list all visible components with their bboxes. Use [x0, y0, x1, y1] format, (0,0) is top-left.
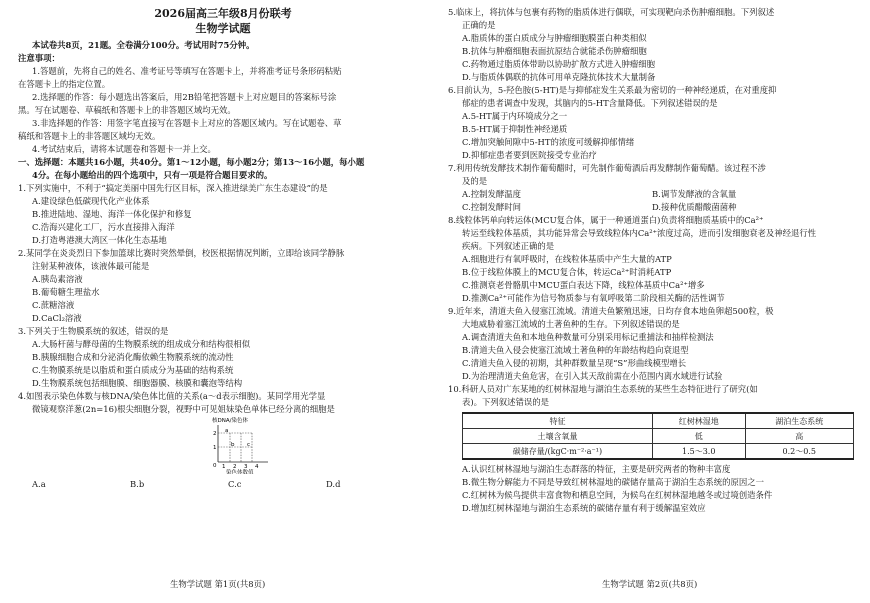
option-c: C.控制发酵时间: [462, 202, 522, 212]
diagram-point-label: a: [225, 428, 229, 434]
option-a: A.胰岛素溶液: [32, 274, 83, 284]
option-c: C.蔗糖溶液: [32, 300, 75, 310]
question-6: [448, 84, 858, 162]
page-1-column: [18, 6, 428, 491]
page-2-column: [448, 6, 858, 515]
question-stem: 正确的是: [462, 20, 496, 30]
option-a: A.调查清道夫鱼和本地鱼种数量可分别采用标记重捕法和抽样检测法: [462, 332, 714, 342]
diagram-x-label: 染色体数值: [226, 470, 254, 474]
diagram-x-tick: 1: [222, 464, 226, 470]
ecosystem-table: [462, 412, 854, 460]
option-b: B.胰腺细胞合成和分泌消化酶依赖生物膜系统的流动性: [32, 352, 234, 362]
question-stem: 6.目前认为，5-羟色胺(5-HT)是与抑郁症发生关系最为密切的一种神经递质，在对重度抑: [448, 85, 777, 95]
question-stem: 疾病。下列叙述正确的是: [462, 241, 555, 251]
question-5: [448, 6, 858, 84]
exam-intro: 本试卷共8页，21题。全卷满分100分。考试用时75分钟。: [32, 40, 255, 50]
option-a: A.建设绿色低碳现代化产业体系: [32, 196, 150, 206]
option-c: C.清道夫鱼入侵的初期，其种群数量呈现“S”形曲线模型增长: [462, 358, 687, 368]
question-stem: 10.科研人员对广东某地的红树林湿地与湖泊生态系统的某些生态特征进行了研究(如: [448, 384, 758, 394]
option-d: D.CaCl₂溶液: [32, 313, 82, 323]
notice-line: 3.非选择题的作答：用签字笔直接写在答题卡上对应的答题区域内。写在试题卷、草: [32, 118, 342, 128]
option-c: C.浩海兴建化工厂，污水直接排入海洋: [32, 222, 175, 232]
options-row: [18, 478, 428, 491]
option-b: B.位于线粒体膜上的MCU复合体，转运Ca²⁺时消耗ATP: [462, 267, 672, 277]
diagram-y-label: 核DNA/染色体: [212, 418, 248, 424]
question-stem: 微镜观察洋葱(2n=16)根尖细胞分裂，视野中可见姐妹染色单体已经分离的细胞是: [32, 404, 335, 414]
question-stem: 大地威胁着塞江流域的土著鱼种的生存。下列叙述错误的是: [462, 319, 680, 329]
notice-line: 黑。写在试题卷、草稿纸和答题卡上的非答题区域均无效。: [18, 105, 236, 115]
table-cell: 0.2～0.5: [745, 444, 853, 460]
diagram-x-tick: 4: [255, 464, 259, 470]
option-d: D.为治理清道夫鱼危害，在引入其天敌前需在小范围内离水域进行试验: [462, 371, 723, 381]
question-stem: 5.临床上，将抗体与包裹有药物的脂质体进行偶联，可实现靶向杀伤肿瘤细胞。下列叙述: [448, 7, 775, 17]
question-2: [18, 247, 428, 325]
option-b: B.5-HT属于抑制性神经递质: [462, 124, 568, 134]
notice-heading: 注意事项：: [18, 53, 60, 63]
option-b: B.微生物分解能力不同是导致红树林湿地的碳储存量高于湖泊生态系统的原因之一: [462, 477, 764, 487]
option-c: C.c: [228, 479, 242, 489]
notice-line: 2.选择题的作答：每小题选出答案后，用2B铅笔把答题卡上对应题目的答案标号涂: [32, 92, 337, 102]
question-stem: 7.利用传统发酵技术制作葡萄醋时，可先制作葡萄酒后再发酵制作葡萄醋。该过程不涉: [448, 163, 766, 173]
diagram-x-tick: 2: [233, 464, 237, 470]
option-a: A.认识红树林湿地与湖泊生态群落的特征，主要是研究两者的物种丰富度: [462, 464, 731, 474]
diagram-origin: 0: [213, 463, 217, 469]
question-stem: 转运至线粒体基质，其功能异常会导致线粒体内Ca²⁺浓度过高，进而引发细胞衰老及神经退行性: [462, 228, 817, 238]
question-stem: 郁症的患者调查中发现，其脑内的5-HT含量降低。下列叙述错误的是: [462, 98, 718, 108]
option-d: D.推测Ca²⁺可能作为信号物质参与有氧呼吸第二阶段相关酶的活性调节: [462, 293, 725, 303]
table-header-cell: 湖泊生态系统: [745, 413, 853, 429]
question-stem: 及的是: [462, 176, 488, 186]
option-c: C.增加突触间隙中5-HT的浓度可缓解抑郁情绪: [462, 137, 635, 147]
question-stem: 2.某同学在炎炎烈日下参加篮球比赛时突然晕倒，校医根据情况判断，立即给该同学静脉: [18, 248, 345, 258]
table-cell: 高: [745, 429, 853, 444]
question-stem: 8.线粒体钙单向转运体(MCU复合体，属于一种通道蛋白)负责将细胞质基质中的Ca²⁺: [448, 215, 764, 225]
option-b: B.葡萄糖生理盐水: [32, 287, 100, 297]
diagram-x-tick: 3: [244, 464, 248, 470]
table-row: [463, 429, 854, 444]
option-a: A.大肠杆菌与酵母菌的生物膜系统的组成成分和结构很相似: [32, 339, 251, 349]
notice-list: [18, 65, 428, 156]
options-row: [448, 201, 858, 214]
option-a: A.细胞进行有氧呼吸时，在线粒体基质中产生大量的ATP: [462, 254, 672, 264]
option-d: D.增加红树林湿地与湖泊生态系统的碳储存量有利于缓解温室效应: [462, 503, 706, 513]
table-cell: 1.5～3.0: [652, 444, 745, 460]
question-9: [448, 305, 858, 383]
diagram-y-tick: 1: [213, 445, 217, 451]
question-3: [18, 325, 428, 390]
table-cell: 碳储存量/(kgC·m⁻²·a⁻¹): [463, 444, 653, 460]
diagram-point-label: c: [247, 442, 251, 448]
option-d: D.生物膜系统包括细胞膜、细胞器膜、核膜和囊泡等结构: [32, 378, 243, 388]
question-stem: 4.如图表示染色体数与核DNA/染色体比值的关系(a～d表示细胞)。某同学用光学显: [18, 391, 326, 401]
chromosome-diagram: [208, 416, 278, 474]
question-1: [18, 182, 428, 247]
table-header-cell: 红树林湿地: [652, 413, 745, 429]
diagram-point-label: b: [231, 442, 235, 448]
section-heading: 4分。在每小题给出的四个选项中，只有一项是符合题目要求的。: [32, 170, 273, 180]
table-cell: 土壤含氧量: [463, 429, 653, 444]
option-a: A.控制发酵温度: [462, 189, 521, 199]
option-c: C.推测衰老骨骼肌中MCU蛋白表达下降，线粒体基质中Ca²⁺增多: [462, 280, 705, 290]
option-b: B.抗体与肿瘤细胞表面抗原结合就能杀伤肿瘤细胞: [462, 46, 647, 56]
question-stem: 1.下列实施中，不利于“搞定美丽中国先行区目标，深入推进绿美广东生态建设”的是: [18, 183, 328, 193]
page-1-footer: 生物学试题 第1页(共8页): [170, 579, 266, 589]
notice-line: 1.答题前，先将自己的姓名、准考证号等填写在答题卡上，并将准考证号条形码粘贴: [32, 66, 342, 76]
option-b: B.调节发酵液的含氧量: [652, 189, 737, 199]
diagram-y-tick: 2: [213, 431, 217, 437]
question-stem: 注射某种液体，该液体最可能是: [32, 261, 150, 271]
notice-line: 在答题卡上的指定位置。: [18, 79, 111, 89]
question-stem: 表)。下列叙述错误的是: [462, 397, 550, 407]
option-d: D.抑郁症患者要到医院接受专业治疗: [462, 150, 597, 160]
option-d: D.接种优质醋酸菌菌种: [652, 202, 737, 212]
option-b: B.推进陆地、湿地、海洋一体化保护和修复: [32, 209, 192, 219]
section-heading: 一、选择题：本题共16小题，共40分。第1～12小题，每小题2分；第13～16小题，每小题: [18, 157, 365, 167]
option-b: B.b: [130, 479, 145, 489]
question-8: [448, 214, 858, 305]
table-cell: 低: [652, 429, 745, 444]
option-c: C.药物通过脂质体带助以协助扩散方式进入肿瘤细胞: [462, 59, 656, 69]
option-a: A.5-HT属于内环境成分之一: [462, 111, 568, 121]
exam-title: 2026届高三年级8月份联考: [154, 7, 292, 20]
exam-subject: 生物学试题: [195, 22, 251, 35]
option-c: C.生物膜系统是以脂质和蛋白质成分为基础的结构系统: [32, 365, 234, 375]
question-stem: 3.下列关于生物膜系统的叙述，错误的是: [18, 326, 169, 336]
option-d: D.d: [326, 479, 341, 489]
option-a: A.脂质体的蛋白质成分与肿瘤细胞膜蛋白种类相似: [462, 33, 647, 43]
table-header-row: [463, 413, 854, 429]
table-header-cell: 特征: [463, 413, 653, 429]
options-row: [448, 188, 858, 201]
option-d: D.打造粤港澳大湾区一体化生态基地: [32, 235, 167, 245]
question-4: [18, 390, 428, 491]
notice-line: 4.考试结束后，请将本试题卷和答题卡一并上交。: [32, 144, 216, 154]
table-row: [463, 444, 854, 460]
question-10: [448, 383, 858, 515]
option-a: A.a: [32, 479, 46, 489]
question-stem: 9.近年来，清道夫鱼入侵塞江流域。清道夫鱼繁殖迅速，日均存食本地鱼卵超500粒，极: [448, 306, 774, 316]
question-7: [448, 162, 858, 214]
option-d: D.与脂质体偶联的抗体可用单克隆抗体技术大量制备: [462, 72, 656, 82]
option-c: C.红树林为候鸟提供丰富食物和栖息空间，为候鸟在红树林湿地越冬或过境创造条件: [462, 490, 773, 500]
option-b: B.清道夫鱼入侵会使塞江流域土著鱼种的年龄结构趋向衰退型: [462, 345, 689, 355]
page-2-footer: 生物学试题 第2页(共8页): [602, 579, 698, 589]
notice-line: 稿纸和答题卡上的非答题区域均无效。: [18, 131, 161, 141]
